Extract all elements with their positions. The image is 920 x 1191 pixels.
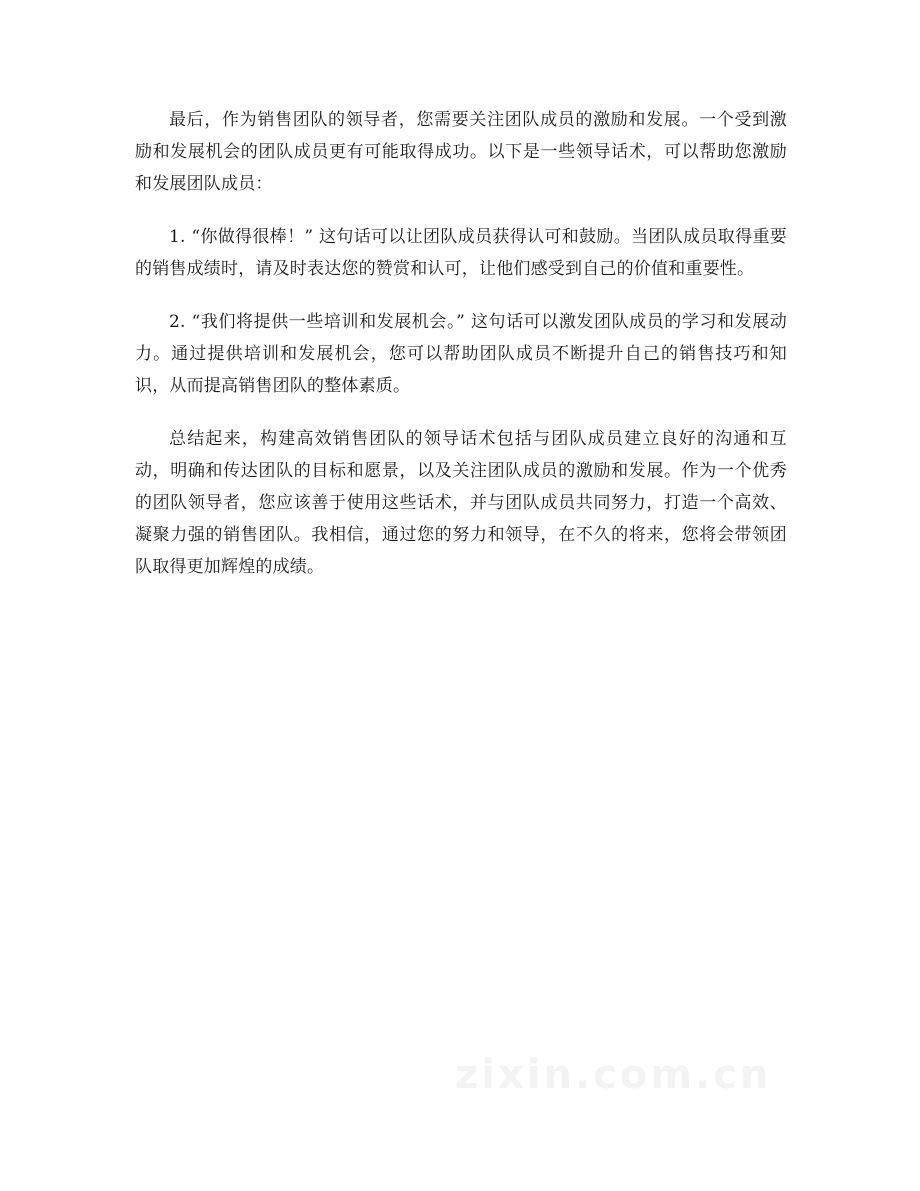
document-body [135, 104, 787, 604]
paragraph-item-2: 2. “我们将提供一些培训和发展机会。” 这句话可以激发团队成员的学习和发展动力。通过提供培训和发展机会，您可以帮助团队成员不断提升自己的销售技巧和知识，从而提高销售团队的整体素质。 [135, 312, 787, 396]
watermark: zixin.com.cn [455, 1052, 772, 1098]
paragraph-conclusion: 总结起来，构建高效销售团队的领导话术包括与团队成员建立良好的沟通和互动，明确和传达团队的目标和愿景，以及关注团队成员的激励和发展。作为一个优秀的团队领导者，您应该善于使用这些话术，并与团队成员共同努力，打造一个高效、凝聚力强的销售团队。我相信，通过您的努力和领导，在不久的将来，您将会带领团队取得更加辉煌的成绩。 [135, 429, 787, 577]
paragraph-intro: 最后，作为销售团队的领导者，您需要关注团队成员的激励和发展。一个受到激励和发展机会的团队成员更有可能取得成功。以下是一些领导话术，可以帮助您激励和发展团队成员： [135, 110, 787, 194]
paragraph-item-1: 1. “你做得很棒！” 这句话可以让团队成员获得认可和鼓励。当团队成员取得重要的销售成绩时，请及时表达您的赞赏和认可，让他们感受到自己的价值和重要性。 [135, 227, 787, 279]
